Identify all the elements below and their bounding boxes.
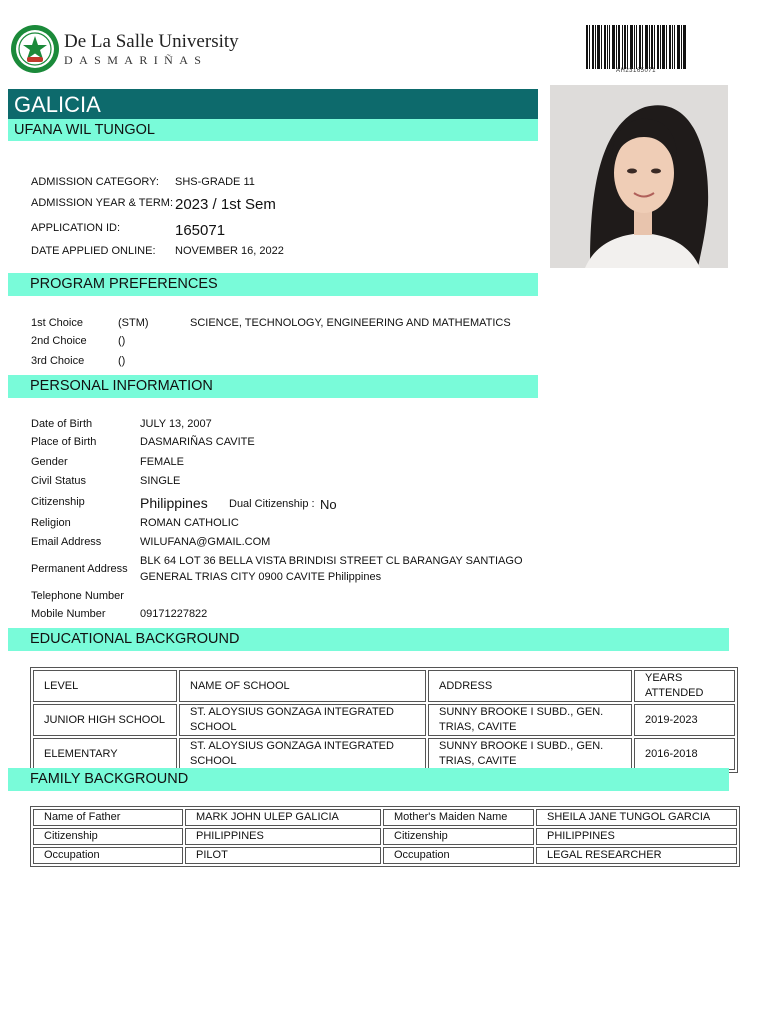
choice-3-code: (): [118, 355, 126, 367]
edu-address-line: SUNNY BROOKE I SUBD., GEN.: [439, 740, 604, 752]
citizenship-label: Citizenship: [31, 496, 85, 508]
father-name-value: MARK JOHN ULEP GALICIA: [185, 809, 381, 826]
gender-label: Gender: [31, 456, 68, 468]
religion-label: Religion: [31, 517, 71, 529]
father-occupation-label: Occupation: [33, 847, 183, 864]
religion-value: ROMAN CATHOLIC: [140, 517, 239, 529]
choice-1-program: SCIENCE, TECHNOLOGY, ENGINEERING AND MATHEMATICS: [190, 317, 511, 329]
edu-school-line: SCHOOL: [190, 755, 237, 767]
admission-category-label: ADMISSION CATEGORY:: [31, 176, 159, 188]
edu-years: 2019-2023: [634, 704, 735, 736]
choice-2-code: (): [118, 335, 126, 347]
dual-citizenship-label: Dual Citizenship :: [229, 498, 315, 510]
edu-level: JUNIOR HIGH SCHOOL: [33, 704, 177, 736]
university-seal-icon: [10, 24, 60, 74]
mother-citizenship-label: Citizenship: [383, 828, 534, 845]
date-applied-value: NOVEMBER 16, 2022: [175, 245, 284, 257]
date-applied-label: DATE APPLIED ONLINE:: [31, 245, 156, 257]
university-name: De La Salle University: [64, 31, 239, 52]
civil-status-value: SINGLE: [140, 475, 181, 487]
personal-information-title: PERSONAL INFORMATION: [30, 378, 213, 394]
edu-level: ELEMENTARY: [33, 738, 177, 770]
edu-school-line: SCHOOL: [190, 721, 237, 733]
application-id-value: 165071: [175, 222, 226, 239]
program-preferences-title: PROGRAM PREFERENCES: [30, 276, 218, 292]
email-value: WILUFANA@GMAIL.COM: [140, 536, 271, 548]
application-id-label: APPLICATION ID:: [31, 222, 121, 234]
choice-3-label: 3rd Choice: [31, 355, 85, 367]
edu-address-line: SUNNY BROOKE I SUBD., GEN.: [439, 706, 604, 718]
mobile-value: 09171227822: [140, 608, 208, 620]
mother-citizenship-value: PHILIPPINES: [536, 828, 737, 845]
educational-background-title: EDUCATIONAL BACKGROUND: [30, 631, 240, 647]
email-label: Email Address: [31, 536, 102, 548]
edu-school-line: ST. ALOYSIUS GONZAGA INTEGRATED: [190, 740, 394, 752]
pob-label: Place of Birth: [31, 436, 97, 448]
table-row: [33, 847, 737, 864]
telephone-label: Telephone Number: [31, 590, 124, 602]
applicant-photo: [550, 85, 728, 268]
header-address: ADDRESS: [428, 670, 632, 702]
barcode-number: AH23165071: [615, 68, 657, 74]
gender-value: FEMALE: [140, 456, 185, 468]
university-campus: DASMARIÑAS: [64, 53, 208, 67]
edu-address: [428, 738, 632, 770]
barcode-icon: [586, 25, 686, 69]
mobile-label: Mobile Number: [31, 608, 106, 620]
admission-year-term-value: 2023 / 1st Sem: [175, 196, 276, 213]
applicant-given-name: UFANA WIL TUNGOL: [14, 122, 155, 138]
pob-value: DASMARIÑAS CAVITE: [140, 436, 255, 448]
header-school: NAME OF SCHOOL: [179, 670, 426, 702]
table-row: [33, 828, 737, 845]
education-table: [30, 667, 738, 773]
choice-1-code: (STM): [118, 317, 149, 329]
address-line-1: BLK 64 LOT 36 BELLA VISTA BRINDISI STREET CL BARANGAY SANTIAGO: [140, 555, 523, 567]
mother-name-value: SHEILA JANE TUNGOL GARCIA: [536, 809, 737, 826]
table-row: [33, 738, 735, 770]
edu-address-line: TRIAS, CAVITE: [439, 755, 517, 767]
portrait-image-icon: [550, 85, 728, 268]
header-years: YEARS ATTENDED: [634, 670, 735, 702]
choice-2-label: 2nd Choice: [31, 335, 87, 347]
dual-citizenship-value: No: [320, 497, 337, 512]
mother-occupation-value: LEGAL RESEARCHER: [536, 847, 737, 864]
family-background-title: FAMILY BACKGROUND: [30, 771, 189, 787]
mother-name-label: Mother's Maiden Name: [383, 809, 534, 826]
mother-occupation-label: Occupation: [383, 847, 534, 864]
father-occupation-value: PILOT: [185, 847, 381, 864]
header-level: LEVEL: [33, 670, 177, 702]
edu-school-line: ST. ALOYSIUS GONZAGA INTEGRATED: [190, 706, 394, 718]
civil-status-label: Civil Status: [31, 475, 87, 487]
dob-value: JULY 13, 2007: [140, 418, 212, 430]
father-citizenship-value: PHILIPPINES: [185, 828, 381, 845]
table-row: [33, 809, 737, 826]
address-label: Permanent Address: [31, 563, 128, 575]
address-line-2: GENERAL TRIAS CITY 0900 CAVITE Philippines: [140, 571, 382, 583]
edu-address-line: TRIAS, CAVITE: [439, 721, 517, 733]
family-table: [30, 806, 740, 867]
table-row: [33, 704, 735, 736]
applicant-surname: GALICIA: [14, 92, 101, 117]
admission-category-value: SHS-GRADE 11: [175, 176, 255, 188]
choice-1-label: 1st Choice: [31, 317, 83, 329]
admission-year-term-label: ADMISSION YEAR & TERM:: [31, 197, 174, 209]
father-citizenship-label: Citizenship: [33, 828, 183, 845]
father-name-label: Name of Father: [33, 809, 183, 826]
citizenship-value: Philippines: [140, 495, 208, 511]
edu-school: [179, 704, 426, 736]
edu-years: 2016-2018: [634, 738, 735, 770]
dob-label: Date of Birth: [31, 418, 93, 430]
edu-school: [179, 738, 426, 770]
table-header-row: [33, 670, 735, 702]
edu-address: [428, 704, 632, 736]
